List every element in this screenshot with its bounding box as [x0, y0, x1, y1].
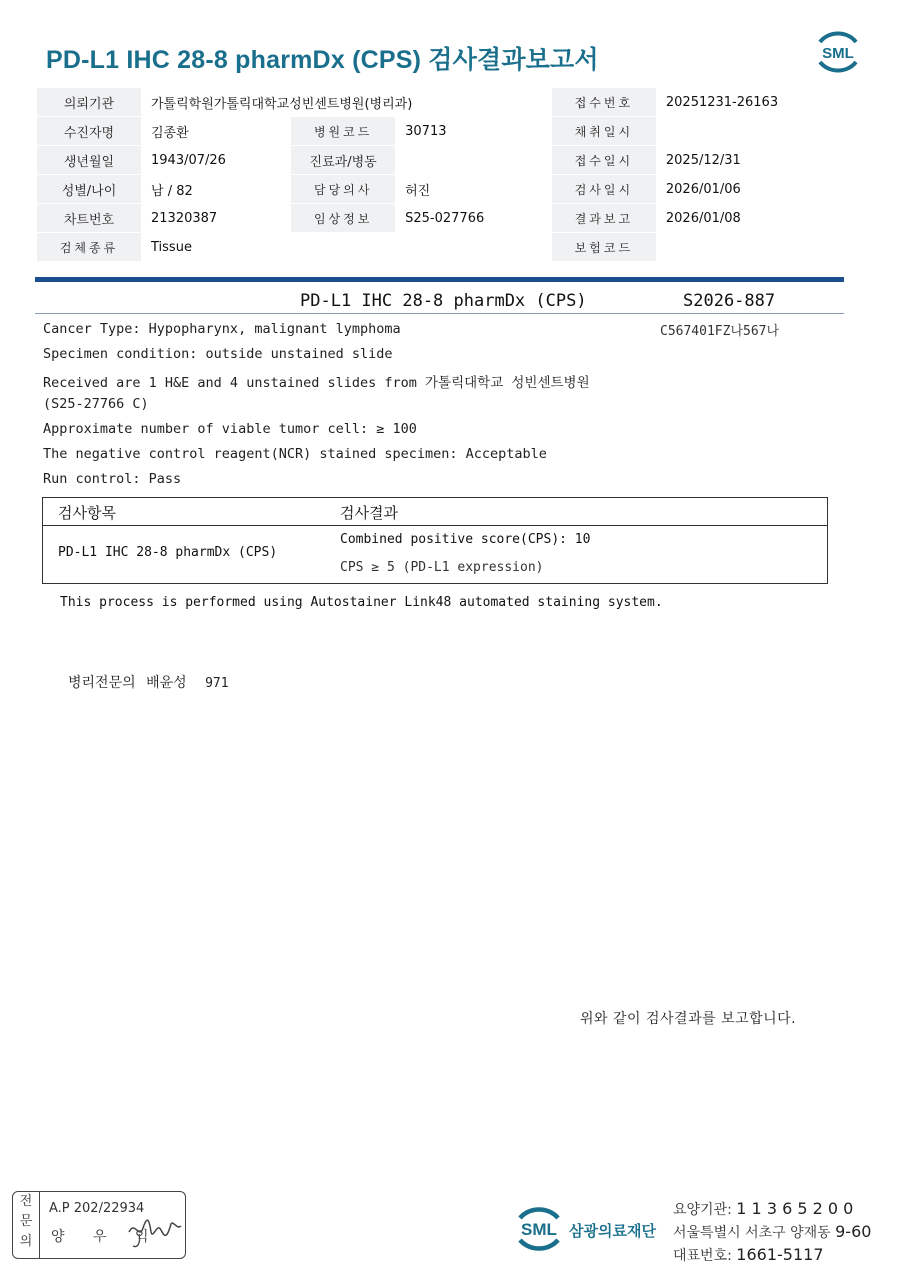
info-label: 검사일시 [552, 175, 656, 204]
info-label: 접수번호 [552, 88, 656, 117]
report-line: (S25-27766 C) [43, 396, 149, 412]
pathologist-label: 병리전문의 [68, 675, 136, 691]
info-value: 김종환 [141, 117, 291, 146]
footer-label: 대표번호: [673, 1248, 732, 1264]
closing-statement: 위와 같이 검사결과를 보고합니다. [580, 1011, 797, 1027]
report-title: PD-L1 IHC 28-8 pharmDx (CPS) [300, 291, 587, 311]
stamp-char: 전 [19, 1194, 33, 1209]
sml-footer-logo-text: SML [521, 1220, 557, 1239]
report-line: Run control: Pass [43, 471, 182, 487]
info-label: 검체종류 [37, 233, 141, 262]
info-value [656, 117, 865, 146]
info-label: 접수일시 [552, 146, 656, 175]
footer-value: 1661-5117 [736, 1245, 824, 1264]
info-label: 수진자명 [37, 117, 141, 146]
report-line: The negative control reagent(NCR) stained specimen: Acceptable [43, 446, 547, 462]
info-value [395, 146, 552, 175]
footer-label: 서울특별시 서초구 양재동 [673, 1225, 831, 1241]
patient-info-table [37, 88, 865, 262]
info-label: 의뢰기관 [37, 88, 141, 117]
info-value: 30713 [395, 117, 552, 146]
pathologist [68, 672, 229, 692]
result-col-result: 검사결과 [340, 504, 398, 522]
info-value: 2026/01/06 [656, 175, 865, 204]
sml-logo-text: SML [822, 45, 854, 62]
info-label: 결과보고 [552, 204, 656, 233]
report-line: Approximate number of viable tumor cell: ≥ 100 [43, 421, 417, 437]
sml-footer-logo [510, 1202, 568, 1256]
info-value: 1943/07/26 [141, 146, 291, 175]
info-value: 2026/01/08 [656, 204, 865, 233]
info-value: Tissue [141, 233, 552, 262]
result-table-divider [42, 525, 828, 526]
info-label: 보험코드 [552, 233, 656, 262]
pathologist-number: 971 [205, 676, 229, 691]
footer-value: 1 1 3 6 5 2 0 0 [736, 1199, 854, 1218]
stamp-name: 양 우 익 [51, 1229, 161, 1245]
report-code: C567401FZ나567나 [660, 324, 780, 339]
page-title: PD-L1 IHC 28-8 pharmDx (CPS) 검사결과보고서 [46, 46, 599, 74]
footer-label: 요양기관: [673, 1202, 732, 1218]
section-divider [35, 277, 844, 282]
report-line: Cancer Type: Hypopharynx, malignant lymphoma [43, 321, 401, 337]
info-value: 남 / 82 [141, 175, 291, 204]
info-value: S25-027766 [395, 204, 552, 233]
specialist-stamp [12, 1191, 186, 1259]
report-line: Received are 1 H&E and 4 unstained slides from 가톨릭대학교 성빈센트병원 [43, 375, 590, 391]
info-label: 차트번호 [37, 204, 141, 233]
result-col-item: 검사항목 [58, 504, 116, 522]
pathologist-name: 배윤성 [146, 675, 187, 691]
info-value: 허진 [395, 175, 552, 204]
stamp-ap-number: A.P 202/22934 [49, 1201, 145, 1216]
footer-value: 9-60 [835, 1222, 872, 1241]
info-label: 진료과/병동 [291, 146, 395, 175]
info-label: 임상정보 [291, 204, 395, 233]
signature-image [125, 1210, 183, 1250]
info-value: 2025/12/31 [656, 146, 865, 175]
process-note: This process is performed using Autostainer Link48 automated staining system. [60, 595, 663, 610]
footer-phone [673, 1245, 824, 1265]
result-item: PD-L1 IHC 28-8 pharmDx (CPS) [58, 545, 278, 560]
info-value: 20251231-26163 [656, 88, 865, 117]
sml-logo [812, 28, 864, 76]
report-line: Specimen condition: outside unstained slide [43, 346, 393, 362]
stamp-char: 문 [19, 1214, 33, 1229]
stamp-char: 의 [19, 1234, 33, 1249]
info-label: 담당의사 [291, 175, 395, 204]
report-number: S2026-887 [683, 291, 776, 311]
info-label: 성별/나이 [37, 175, 141, 204]
info-label: 채취일시 [552, 117, 656, 146]
info-value: 21320387 [141, 204, 291, 233]
info-label: 병원코드 [291, 117, 395, 146]
result-expression: CPS ≥ 5 (PD-L1 expression) [340, 560, 544, 575]
info-label: 생년월일 [37, 146, 141, 175]
info-value [656, 233, 865, 262]
footer-institution-code [673, 1199, 853, 1219]
info-value: 가톨릭학원가톨릭대학교성빈센트병원(병리과) [141, 88, 552, 117]
result-score: Combined positive score(CPS): 10 [340, 532, 591, 547]
footer-address [673, 1222, 871, 1242]
foundation-name: 삼광의료재단 [569, 1222, 656, 1240]
stamp-side [13, 1192, 40, 1258]
